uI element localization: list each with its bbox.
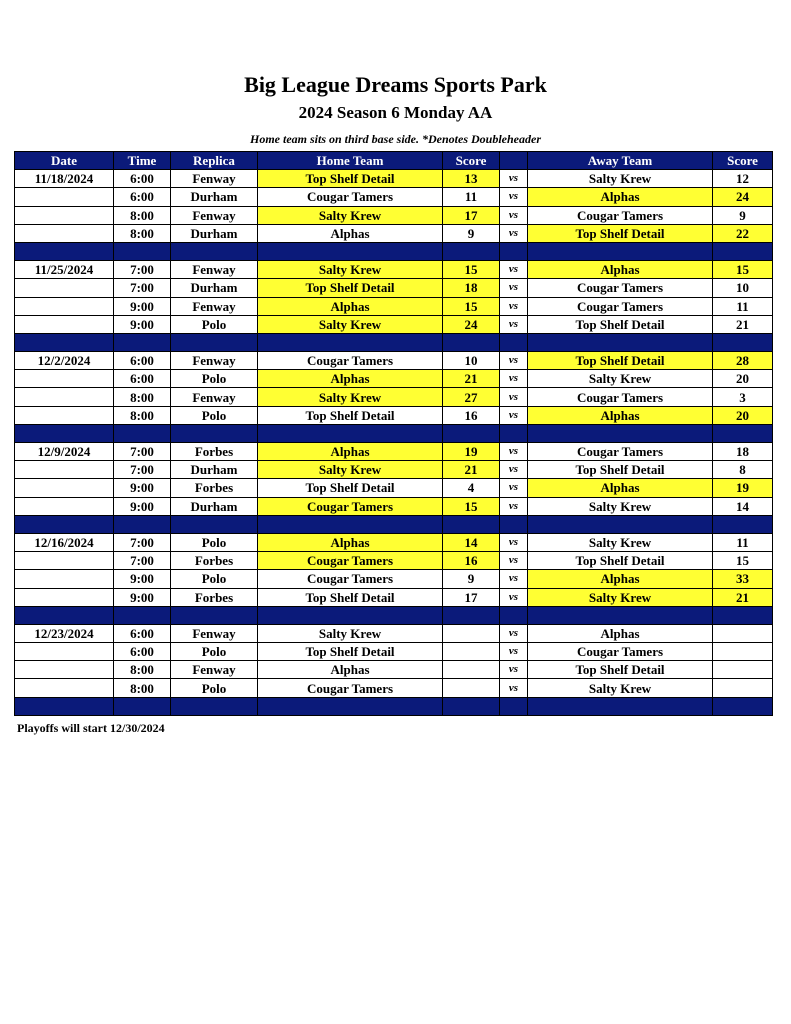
away-score bbox=[713, 643, 773, 661]
col-header-vs bbox=[500, 152, 528, 170]
home-score: 16 bbox=[443, 406, 500, 424]
home-team: Salty Krew bbox=[258, 461, 443, 479]
vs-label: vs bbox=[500, 170, 528, 188]
vs-label: vs bbox=[500, 224, 528, 242]
game-replica: Polo bbox=[171, 533, 258, 551]
separator-cell bbox=[114, 242, 171, 260]
game-replica: Fenway bbox=[171, 352, 258, 370]
game-replica: Durham bbox=[171, 279, 258, 297]
home-team: Cougar Tamers bbox=[258, 679, 443, 697]
page-subtitle: 2024 Season 6 Monday AA bbox=[298, 103, 493, 122]
game-replica: Fenway bbox=[171, 388, 258, 406]
separator-cell bbox=[528, 606, 713, 624]
game-row bbox=[15, 297, 773, 315]
game-time: 9:00 bbox=[114, 570, 171, 588]
home-score bbox=[443, 679, 500, 697]
home-score: 21 bbox=[443, 370, 500, 388]
week-separator bbox=[15, 242, 773, 260]
week-separator bbox=[15, 515, 773, 533]
separator-cell bbox=[713, 697, 773, 715]
separator-cell bbox=[114, 424, 171, 442]
game-replica: Fenway bbox=[171, 261, 258, 279]
game-date bbox=[15, 188, 114, 206]
game-time: 8:00 bbox=[114, 224, 171, 242]
vs-label: vs bbox=[500, 443, 528, 461]
home-team: Top Shelf Detail bbox=[258, 406, 443, 424]
separator-cell bbox=[15, 333, 114, 351]
home-score: 9 bbox=[443, 224, 500, 242]
vs-label: vs bbox=[500, 406, 528, 424]
game-date bbox=[15, 206, 114, 224]
separator-cell bbox=[15, 697, 114, 715]
home-score: 17 bbox=[443, 206, 500, 224]
vs-label: vs bbox=[500, 624, 528, 642]
home-team: Alphas bbox=[258, 533, 443, 551]
vs-label: vs bbox=[500, 552, 528, 570]
home-score: 9 bbox=[443, 570, 500, 588]
game-row bbox=[15, 315, 773, 333]
vs-label: vs bbox=[500, 661, 528, 679]
home-score: 15 bbox=[443, 261, 500, 279]
separator-cell bbox=[258, 697, 443, 715]
home-score: 4 bbox=[443, 479, 500, 497]
home-team: Top Shelf Detail bbox=[258, 588, 443, 606]
home-team: Alphas bbox=[258, 443, 443, 461]
separator-cell bbox=[500, 606, 528, 624]
game-time: 7:00 bbox=[114, 279, 171, 297]
home-score: 18 bbox=[443, 279, 500, 297]
away-score bbox=[713, 624, 773, 642]
away-team: Salty Krew bbox=[528, 370, 713, 388]
vs-label: vs bbox=[500, 279, 528, 297]
separator-cell bbox=[528, 424, 713, 442]
game-date: 12/23/2024 bbox=[15, 624, 114, 642]
home-score: 14 bbox=[443, 533, 500, 551]
game-row bbox=[15, 188, 773, 206]
game-row bbox=[15, 261, 773, 279]
game-row bbox=[15, 388, 773, 406]
separator-cell bbox=[171, 606, 258, 624]
game-time: 8:00 bbox=[114, 679, 171, 697]
game-time: 8:00 bbox=[114, 406, 171, 424]
game-replica: Durham bbox=[171, 461, 258, 479]
away-team: Alphas bbox=[528, 570, 713, 588]
game-row bbox=[15, 552, 773, 570]
home-team: Alphas bbox=[258, 661, 443, 679]
game-replica: Durham bbox=[171, 188, 258, 206]
home-team: Top Shelf Detail bbox=[258, 279, 443, 297]
game-date: 11/25/2024 bbox=[15, 261, 114, 279]
game-row bbox=[15, 497, 773, 515]
game-row bbox=[15, 679, 773, 697]
game-row bbox=[15, 588, 773, 606]
vs-label: vs bbox=[500, 297, 528, 315]
game-replica: Fenway bbox=[171, 170, 258, 188]
separator-cell bbox=[258, 242, 443, 260]
vs-label: vs bbox=[500, 588, 528, 606]
separator-cell bbox=[258, 515, 443, 533]
game-replica: Durham bbox=[171, 497, 258, 515]
game-time: 9:00 bbox=[114, 315, 171, 333]
game-row bbox=[15, 643, 773, 661]
game-time: 9:00 bbox=[114, 479, 171, 497]
away-team: Salty Krew bbox=[528, 588, 713, 606]
separator-cell bbox=[171, 333, 258, 351]
game-replica: Forbes bbox=[171, 443, 258, 461]
away-team: Cougar Tamers bbox=[528, 643, 713, 661]
game-replica: Forbes bbox=[171, 479, 258, 497]
game-replica: Polo bbox=[171, 315, 258, 333]
game-time: 9:00 bbox=[114, 297, 171, 315]
vs-label: vs bbox=[500, 479, 528, 497]
away-score: 21 bbox=[713, 588, 773, 606]
game-row bbox=[15, 461, 773, 479]
away-team: Alphas bbox=[528, 406, 713, 424]
game-time: 9:00 bbox=[114, 497, 171, 515]
away-score: 11 bbox=[713, 533, 773, 551]
game-date bbox=[15, 370, 114, 388]
vs-label: vs bbox=[500, 188, 528, 206]
home-team: Top Shelf Detail bbox=[258, 479, 443, 497]
away-team: Top Shelf Detail bbox=[528, 461, 713, 479]
game-replica: Fenway bbox=[171, 206, 258, 224]
game-replica: Polo bbox=[171, 370, 258, 388]
away-team: Top Shelf Detail bbox=[528, 315, 713, 333]
game-date bbox=[15, 461, 114, 479]
separator-cell bbox=[114, 697, 171, 715]
away-score: 33 bbox=[713, 570, 773, 588]
separator-cell bbox=[15, 424, 114, 442]
vs-label: vs bbox=[500, 643, 528, 661]
separator-cell bbox=[258, 424, 443, 442]
away-score: 22 bbox=[713, 224, 773, 242]
game-time: 9:00 bbox=[114, 588, 171, 606]
away-team: Cougar Tamers bbox=[528, 206, 713, 224]
week-separator bbox=[15, 606, 773, 624]
separator-cell bbox=[713, 242, 773, 260]
away-team: Alphas bbox=[528, 624, 713, 642]
away-team: Top Shelf Detail bbox=[528, 352, 713, 370]
home-score bbox=[443, 661, 500, 679]
game-date: 12/2/2024 bbox=[15, 352, 114, 370]
game-date bbox=[15, 406, 114, 424]
separator-cell bbox=[528, 242, 713, 260]
home-team: Top Shelf Detail bbox=[258, 170, 443, 188]
away-score bbox=[713, 661, 773, 679]
game-date: 12/9/2024 bbox=[15, 443, 114, 461]
separator-cell bbox=[114, 333, 171, 351]
game-date bbox=[15, 552, 114, 570]
game-replica: Polo bbox=[171, 406, 258, 424]
home-team: Alphas bbox=[258, 297, 443, 315]
separator-cell bbox=[443, 606, 500, 624]
home-team: Alphas bbox=[258, 370, 443, 388]
game-time: 6:00 bbox=[114, 188, 171, 206]
separator-cell bbox=[15, 515, 114, 533]
separator-cell bbox=[713, 606, 773, 624]
home-team: Cougar Tamers bbox=[258, 552, 443, 570]
separator-cell bbox=[15, 606, 114, 624]
separator-cell bbox=[258, 333, 443, 351]
week-separator bbox=[15, 697, 773, 715]
game-date bbox=[15, 479, 114, 497]
separator-cell bbox=[528, 333, 713, 351]
game-replica: Forbes bbox=[171, 552, 258, 570]
away-team: Cougar Tamers bbox=[528, 297, 713, 315]
away-score: 8 bbox=[713, 461, 773, 479]
separator-cell bbox=[500, 424, 528, 442]
home-score: 19 bbox=[443, 443, 500, 461]
away-team: Alphas bbox=[528, 479, 713, 497]
game-time: 8:00 bbox=[114, 206, 171, 224]
game-row bbox=[15, 352, 773, 370]
home-score: 13 bbox=[443, 170, 500, 188]
separator-cell bbox=[713, 515, 773, 533]
home-team: Cougar Tamers bbox=[258, 497, 443, 515]
game-row bbox=[15, 224, 773, 242]
game-replica: Fenway bbox=[171, 624, 258, 642]
separator-cell bbox=[171, 424, 258, 442]
game-row bbox=[15, 570, 773, 588]
separator-cell bbox=[171, 515, 258, 533]
home-score: 11 bbox=[443, 188, 500, 206]
game-replica: Fenway bbox=[171, 297, 258, 315]
away-team: Top Shelf Detail bbox=[528, 661, 713, 679]
game-time: 7:00 bbox=[114, 443, 171, 461]
away-score: 10 bbox=[713, 279, 773, 297]
home-score: 21 bbox=[443, 461, 500, 479]
table-header-row bbox=[15, 152, 773, 170]
away-team: Salty Krew bbox=[528, 170, 713, 188]
week-separator bbox=[15, 424, 773, 442]
home-score: 27 bbox=[443, 388, 500, 406]
game-date bbox=[15, 224, 114, 242]
separator-cell bbox=[713, 424, 773, 442]
vs-label: vs bbox=[500, 388, 528, 406]
vs-label: vs bbox=[500, 533, 528, 551]
separator-cell bbox=[500, 333, 528, 351]
game-date bbox=[15, 570, 114, 588]
home-score: 15 bbox=[443, 497, 500, 515]
game-replica: Polo bbox=[171, 679, 258, 697]
game-time: 6:00 bbox=[114, 370, 171, 388]
home-team: Salty Krew bbox=[258, 261, 443, 279]
separator-cell bbox=[171, 697, 258, 715]
game-time: 7:00 bbox=[114, 552, 171, 570]
game-date bbox=[15, 679, 114, 697]
away-team: Salty Krew bbox=[528, 497, 713, 515]
playoffs-note: Playoffs will start 12/30/2024 bbox=[17, 721, 165, 735]
home-team: Top Shelf Detail bbox=[258, 643, 443, 661]
away-score: 28 bbox=[713, 352, 773, 370]
separator-cell bbox=[500, 697, 528, 715]
away-score: 20 bbox=[713, 406, 773, 424]
home-team: Alphas bbox=[258, 224, 443, 242]
game-row bbox=[15, 170, 773, 188]
game-row bbox=[15, 624, 773, 642]
col-header-home-score: Score bbox=[443, 152, 500, 170]
away-score: 14 bbox=[713, 497, 773, 515]
game-date: 11/18/2024 bbox=[15, 170, 114, 188]
game-row bbox=[15, 206, 773, 224]
game-date bbox=[15, 279, 114, 297]
game-row bbox=[15, 370, 773, 388]
home-team: Cougar Tamers bbox=[258, 570, 443, 588]
away-score: 20 bbox=[713, 370, 773, 388]
vs-label: vs bbox=[500, 261, 528, 279]
home-score: 16 bbox=[443, 552, 500, 570]
game-date bbox=[15, 643, 114, 661]
away-score: 15 bbox=[713, 552, 773, 570]
home-team: Salty Krew bbox=[258, 206, 443, 224]
game-time: 6:00 bbox=[114, 170, 171, 188]
game-row bbox=[15, 279, 773, 297]
game-date bbox=[15, 497, 114, 515]
separator-cell bbox=[15, 242, 114, 260]
away-score: 21 bbox=[713, 315, 773, 333]
separator-cell bbox=[443, 333, 500, 351]
away-score bbox=[713, 679, 773, 697]
game-row bbox=[15, 443, 773, 461]
game-time: 6:00 bbox=[114, 643, 171, 661]
vs-label: vs bbox=[500, 497, 528, 515]
page-title: Big League Dreams Sports Park bbox=[244, 72, 547, 97]
away-team: Cougar Tamers bbox=[528, 388, 713, 406]
col-header-replica: Replica bbox=[171, 152, 258, 170]
vs-label: vs bbox=[500, 315, 528, 333]
home-score bbox=[443, 643, 500, 661]
col-header-date: Date bbox=[15, 152, 114, 170]
game-time: 8:00 bbox=[114, 661, 171, 679]
game-row bbox=[15, 479, 773, 497]
game-date bbox=[15, 588, 114, 606]
vs-label: vs bbox=[500, 461, 528, 479]
game-time: 8:00 bbox=[114, 388, 171, 406]
col-header-home-team: Home Team bbox=[258, 152, 443, 170]
away-team: Alphas bbox=[528, 188, 713, 206]
vs-label: vs bbox=[500, 206, 528, 224]
home-team: Cougar Tamers bbox=[258, 352, 443, 370]
vs-label: vs bbox=[500, 352, 528, 370]
separator-cell bbox=[443, 242, 500, 260]
away-score: 12 bbox=[713, 170, 773, 188]
col-header-time: Time bbox=[114, 152, 171, 170]
game-replica: Fenway bbox=[171, 661, 258, 679]
away-team: Cougar Tamers bbox=[528, 279, 713, 297]
home-score: 15 bbox=[443, 297, 500, 315]
away-team: Top Shelf Detail bbox=[528, 224, 713, 242]
away-team: Salty Krew bbox=[528, 533, 713, 551]
separator-cell bbox=[114, 515, 171, 533]
schedule-body bbox=[15, 170, 773, 716]
game-replica: Polo bbox=[171, 643, 258, 661]
game-time: 6:00 bbox=[114, 624, 171, 642]
separator-cell bbox=[528, 697, 713, 715]
separator-cell bbox=[500, 515, 528, 533]
schedule-table bbox=[14, 151, 773, 716]
away-team: Cougar Tamers bbox=[528, 443, 713, 461]
home-score: 10 bbox=[443, 352, 500, 370]
game-replica: Durham bbox=[171, 224, 258, 242]
separator-cell bbox=[528, 515, 713, 533]
schedule-note: Home team sits on third base side. *Denotes Doubleheader bbox=[250, 132, 541, 146]
separator-cell bbox=[443, 424, 500, 442]
game-date bbox=[15, 388, 114, 406]
game-date bbox=[15, 297, 114, 315]
separator-cell bbox=[500, 242, 528, 260]
separator-cell bbox=[114, 606, 171, 624]
away-team: Top Shelf Detail bbox=[528, 552, 713, 570]
vs-label: vs bbox=[500, 370, 528, 388]
col-header-away-team: Away Team bbox=[528, 152, 713, 170]
game-date: 12/16/2024 bbox=[15, 533, 114, 551]
home-team: Salty Krew bbox=[258, 624, 443, 642]
game-date bbox=[15, 661, 114, 679]
away-score: 11 bbox=[713, 297, 773, 315]
home-team: Cougar Tamers bbox=[258, 188, 443, 206]
home-score: 17 bbox=[443, 588, 500, 606]
col-header-away-score: Score bbox=[713, 152, 773, 170]
game-row bbox=[15, 533, 773, 551]
separator-cell bbox=[258, 606, 443, 624]
game-row bbox=[15, 406, 773, 424]
week-separator bbox=[15, 333, 773, 351]
home-team: Salty Krew bbox=[258, 315, 443, 333]
home-score bbox=[443, 624, 500, 642]
vs-label: vs bbox=[500, 570, 528, 588]
game-time: 7:00 bbox=[114, 533, 171, 551]
game-date bbox=[15, 315, 114, 333]
vs-label: vs bbox=[500, 679, 528, 697]
away-score: 15 bbox=[713, 261, 773, 279]
away-score: 3 bbox=[713, 388, 773, 406]
separator-cell bbox=[443, 515, 500, 533]
away-team: Salty Krew bbox=[528, 679, 713, 697]
game-replica: Polo bbox=[171, 570, 258, 588]
away-team: Alphas bbox=[528, 261, 713, 279]
game-time: 6:00 bbox=[114, 352, 171, 370]
separator-cell bbox=[443, 697, 500, 715]
away-score: 24 bbox=[713, 188, 773, 206]
separator-cell bbox=[713, 333, 773, 351]
game-time: 7:00 bbox=[114, 261, 171, 279]
home-team: Salty Krew bbox=[258, 388, 443, 406]
separator-cell bbox=[171, 242, 258, 260]
game-row bbox=[15, 661, 773, 679]
away-score: 18 bbox=[713, 443, 773, 461]
game-time: 7:00 bbox=[114, 461, 171, 479]
away-score: 19 bbox=[713, 479, 773, 497]
game-replica: Forbes bbox=[171, 588, 258, 606]
home-score: 24 bbox=[443, 315, 500, 333]
away-score: 9 bbox=[713, 206, 773, 224]
